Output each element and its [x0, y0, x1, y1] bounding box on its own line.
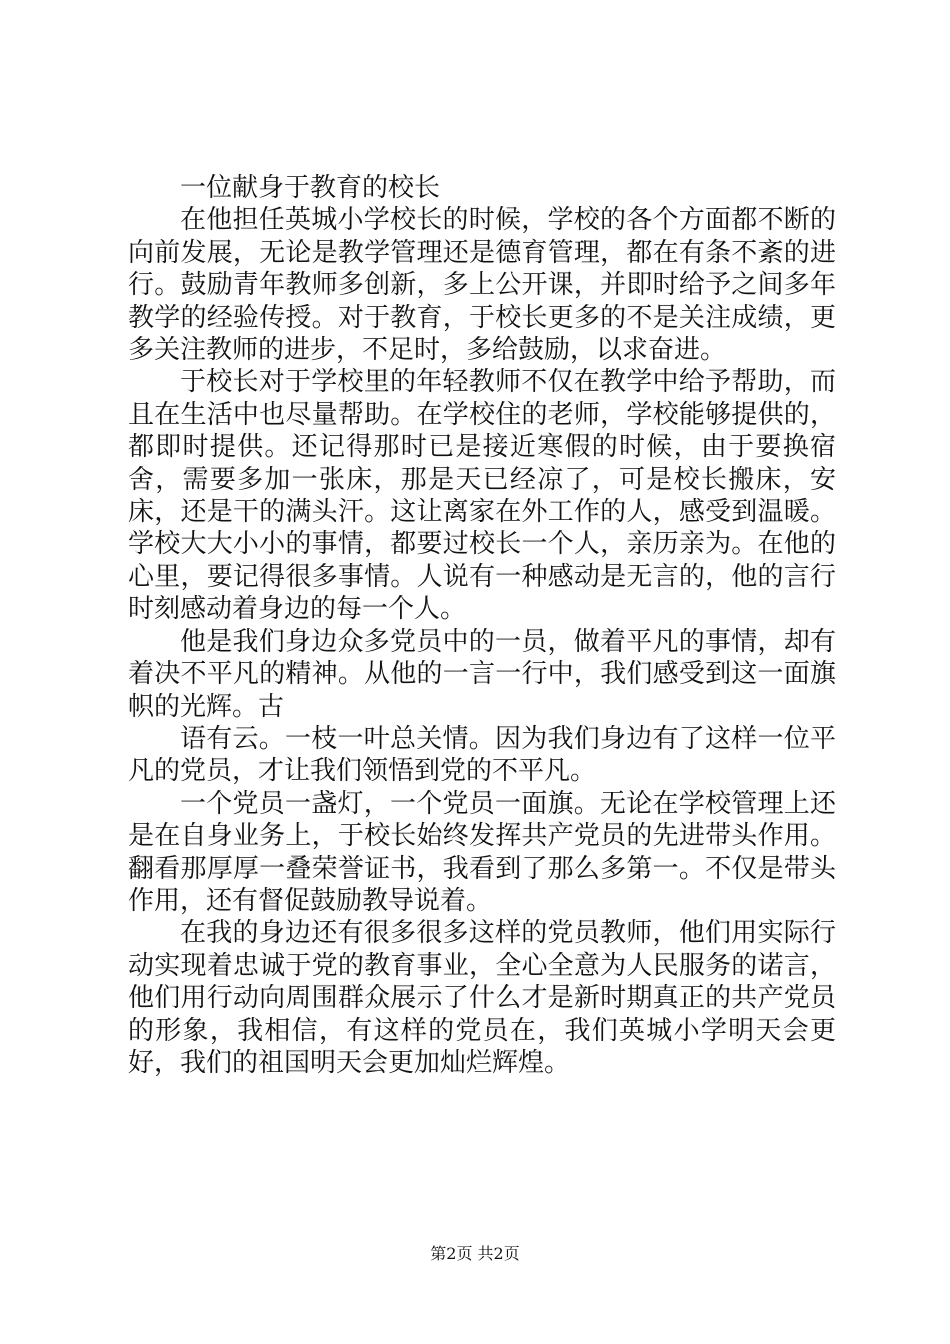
- paragraph-1: 在他担任英城小学校长的时候，学校的各个方面都不断的向前发展，无论是教学管理还是德育管理，都在有条不紊的进行。鼓励青年教师多创新，多上公开课，并即时给予之间多年教学的经验传授。对于教育，于校长更多的不是关注成绩，更多关注教师的进步，不足时，多给鼓励，以求奋进。: [128, 205, 836, 366]
- page-number-footer: 第2页 共2页: [430, 1244, 520, 1263]
- paragraph-2: 于校长对于学校里的年轻教师不仅在教学中给予帮助，而且在生活中也尽量帮助。在学校住的老师，学校能够提供的，都即时提供。还记得那时已是接近寒假的时候，由于要换宿舍，需要多加一张床，那是天已经凉了，可是校长搬床，安床，还是干的满头汗。这让离家在外工作的人，感受到温暖。学校大大小小的事情，都要过校长一个人，亲历亲为。在他的心里，要记得很多事情。人说有一种感动是无言的，他的言行时刻感动着身边的每一个人。: [128, 367, 836, 625]
- document-body: [128, 172, 836, 1079]
- paragraph-5: 一个党员一盏灯，一个党员一面旗。无论在学校管理上还是在自身业务上，于校长始终发挥共产党员的先进带头作用。翻看那厚厚一叠荣誉证书，我看到了那么多第一。不仅是带头作用，还有督促鼓励教导说着。: [128, 788, 836, 916]
- document-title: 一位献身于教育的校长: [180, 173, 441, 203]
- paragraph-4: 语有云。一枝一叶总关情。因为我们身边有了这样一位平凡的党员，才让我们领悟到党的不平凡。: [128, 723, 836, 787]
- paragraph-3: 他是我们身边众多党员中的一员，做着平凡的事情，却有着决不平凡的精神。从他的一言一行中，我们感受到这一面旗帜的光辉。古: [128, 626, 836, 722]
- paragraph-6: 在我的身边还有很多很多这样的党员教师，他们用实际行动实现着忠诚于党的教育事业，全心全意为人民服务的诺言，他们用行动向周围群众展示了什么才是新时期真正的共产党员的形象，我相信，有这样的党员在，我们英城小学明天会更好，我们的祖国明天会更加灿烂辉煌。: [128, 918, 836, 1078]
